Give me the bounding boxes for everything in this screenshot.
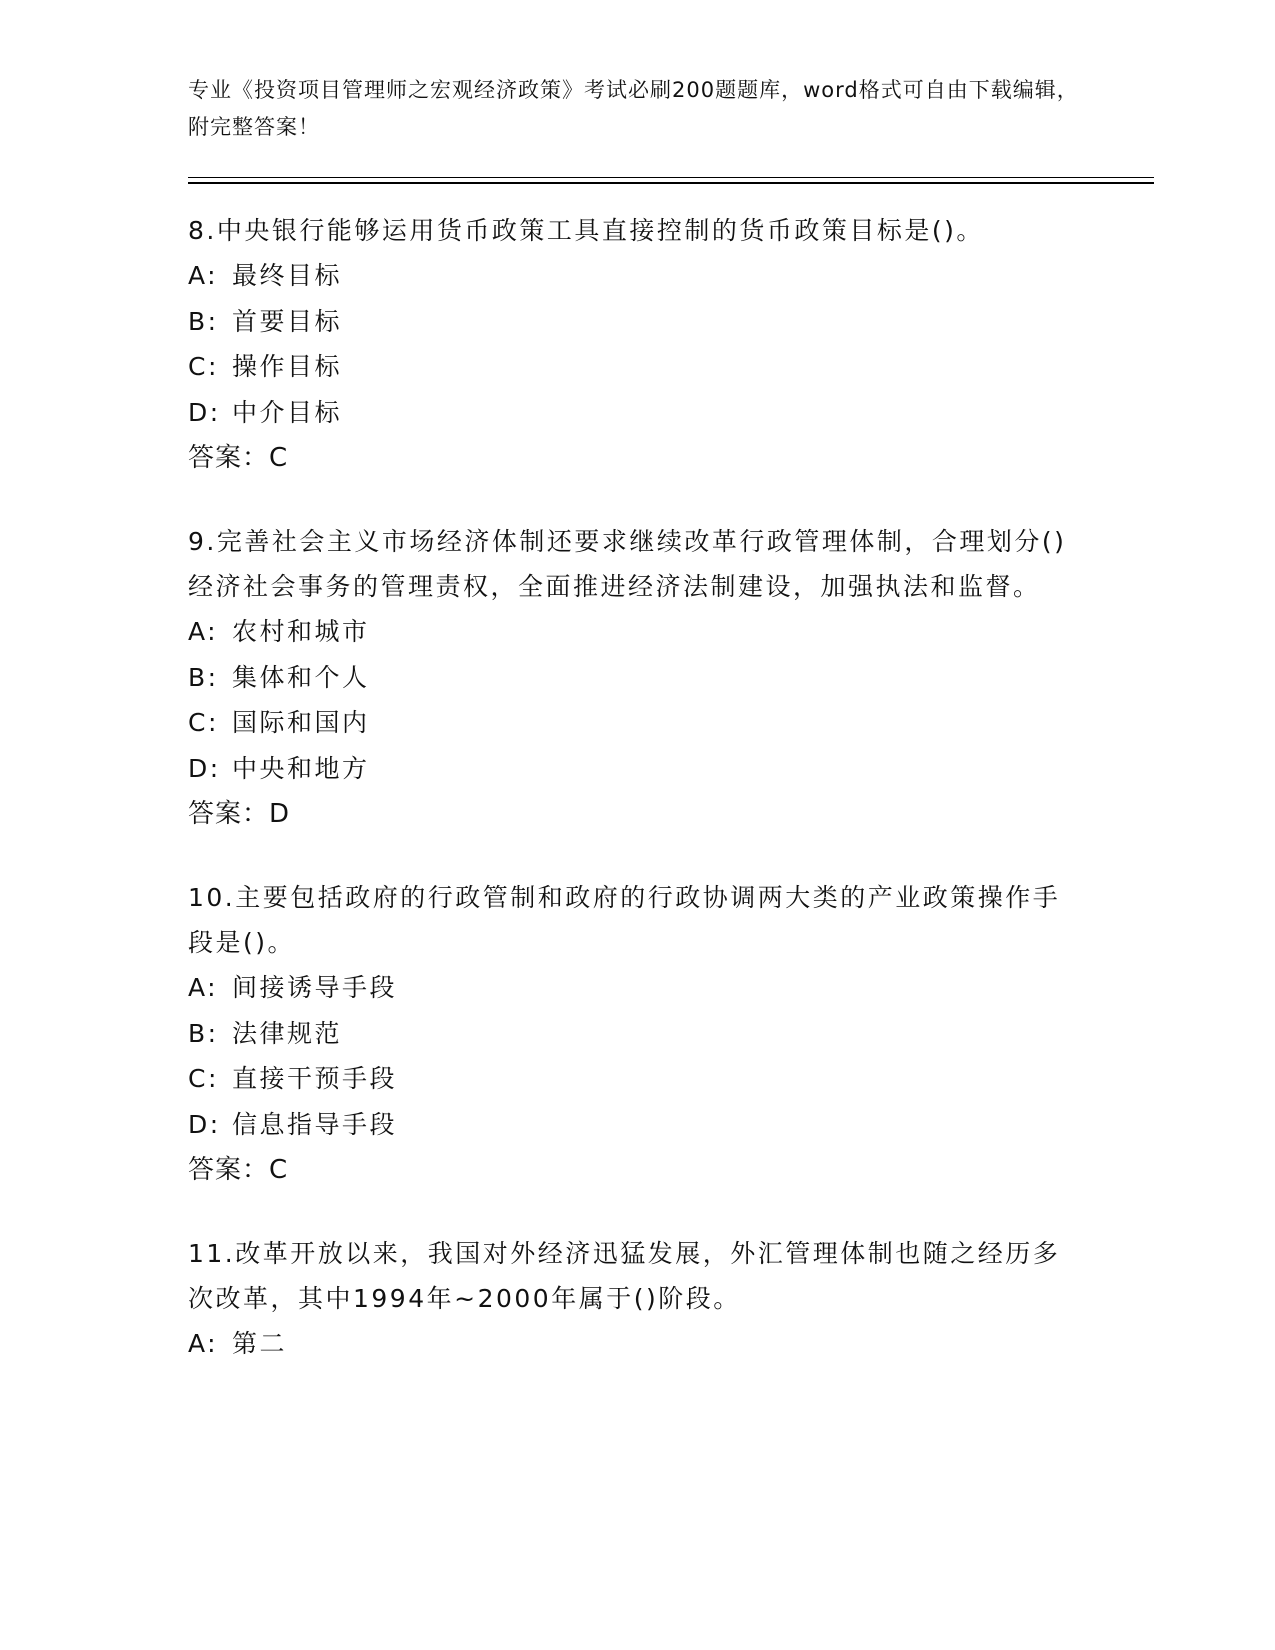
option-text: 法律规范 [232,1018,343,1048]
option-c [188,344,1068,390]
option-text: 中央和地方 [232,753,370,783]
option-c [188,700,1068,746]
option-text: 中介目标 [232,397,343,427]
option-letter: A: [188,1329,219,1358]
option-letter: B: [188,1018,219,1048]
option-c [188,1056,1068,1102]
question-text: 8.中央银行能够运用货币政策工具直接控制的货币政策目标是()。 [188,216,984,245]
document-header: 专业《投资项目管理师之宏观经济政策》考试必刷200题题库，word格式可自由下载编辑，附完整答案！ [188,78,1079,139]
option-a [188,965,1068,1011]
question-text: 11.改革开放以来，我国对外经济迅猛发展，外汇管理体制也随之经历多次改革，其中1994年~2000年属于()阶段。 [188,1239,1061,1313]
answer-line: 答案：D [188,799,291,829]
option-text: 间接诱导手段 [232,973,398,1002]
question-text: 10.主要包括政府的行政管制和政府的行政协调两大类的产业政策操作手段是()。 [188,883,1061,957]
option-letter: B: [188,306,219,336]
option-text: 集体和个人 [232,662,370,692]
option-letter: B: [188,662,219,692]
question-list [188,208,1068,1405]
option-text: 最终目标 [232,261,343,290]
option-a [188,609,1068,655]
option-text: 操作目标 [232,352,343,381]
option-d [188,1102,1068,1148]
question-11 [188,1231,1068,1367]
answer-line: 答案：C [188,1155,289,1185]
option-text: 信息指导手段 [232,1109,398,1139]
option-text: 国际和国内 [232,708,370,737]
question-8 [188,208,1068,481]
option-letter: A: [188,973,219,1002]
option-letter: A: [188,261,219,290]
option-a [188,1321,1068,1367]
option-letter: C: [188,352,219,381]
option-b [188,299,1068,345]
question-text: 9.完善社会主义市场经济体制还要求继续改革行政管理体制，合理划分()经济社会事务的管理责权，全面推进经济法制建设，加强执法和监督。 [188,527,1067,601]
option-text: 首要目标 [232,306,343,336]
option-letter: D: [188,397,221,427]
header-divider-thin [188,177,1154,178]
option-letter: C: [188,1064,219,1093]
option-letter: C: [188,708,219,737]
option-text: 第二 [232,1329,288,1358]
option-a [188,253,1068,299]
option-b [188,655,1068,701]
option-letter: D: [188,753,221,783]
header-divider-thick [188,182,1154,184]
option-d [188,746,1068,792]
option-letter: A: [188,617,219,646]
answer-line: 答案：C [188,443,289,473]
option-b [188,1011,1068,1057]
question-9 [188,519,1068,837]
option-text: 直接干预手段 [232,1064,398,1093]
option-d [188,390,1068,436]
option-text: 农村和城市 [232,617,370,646]
option-letter: D: [188,1109,221,1139]
question-10 [188,875,1068,1193]
